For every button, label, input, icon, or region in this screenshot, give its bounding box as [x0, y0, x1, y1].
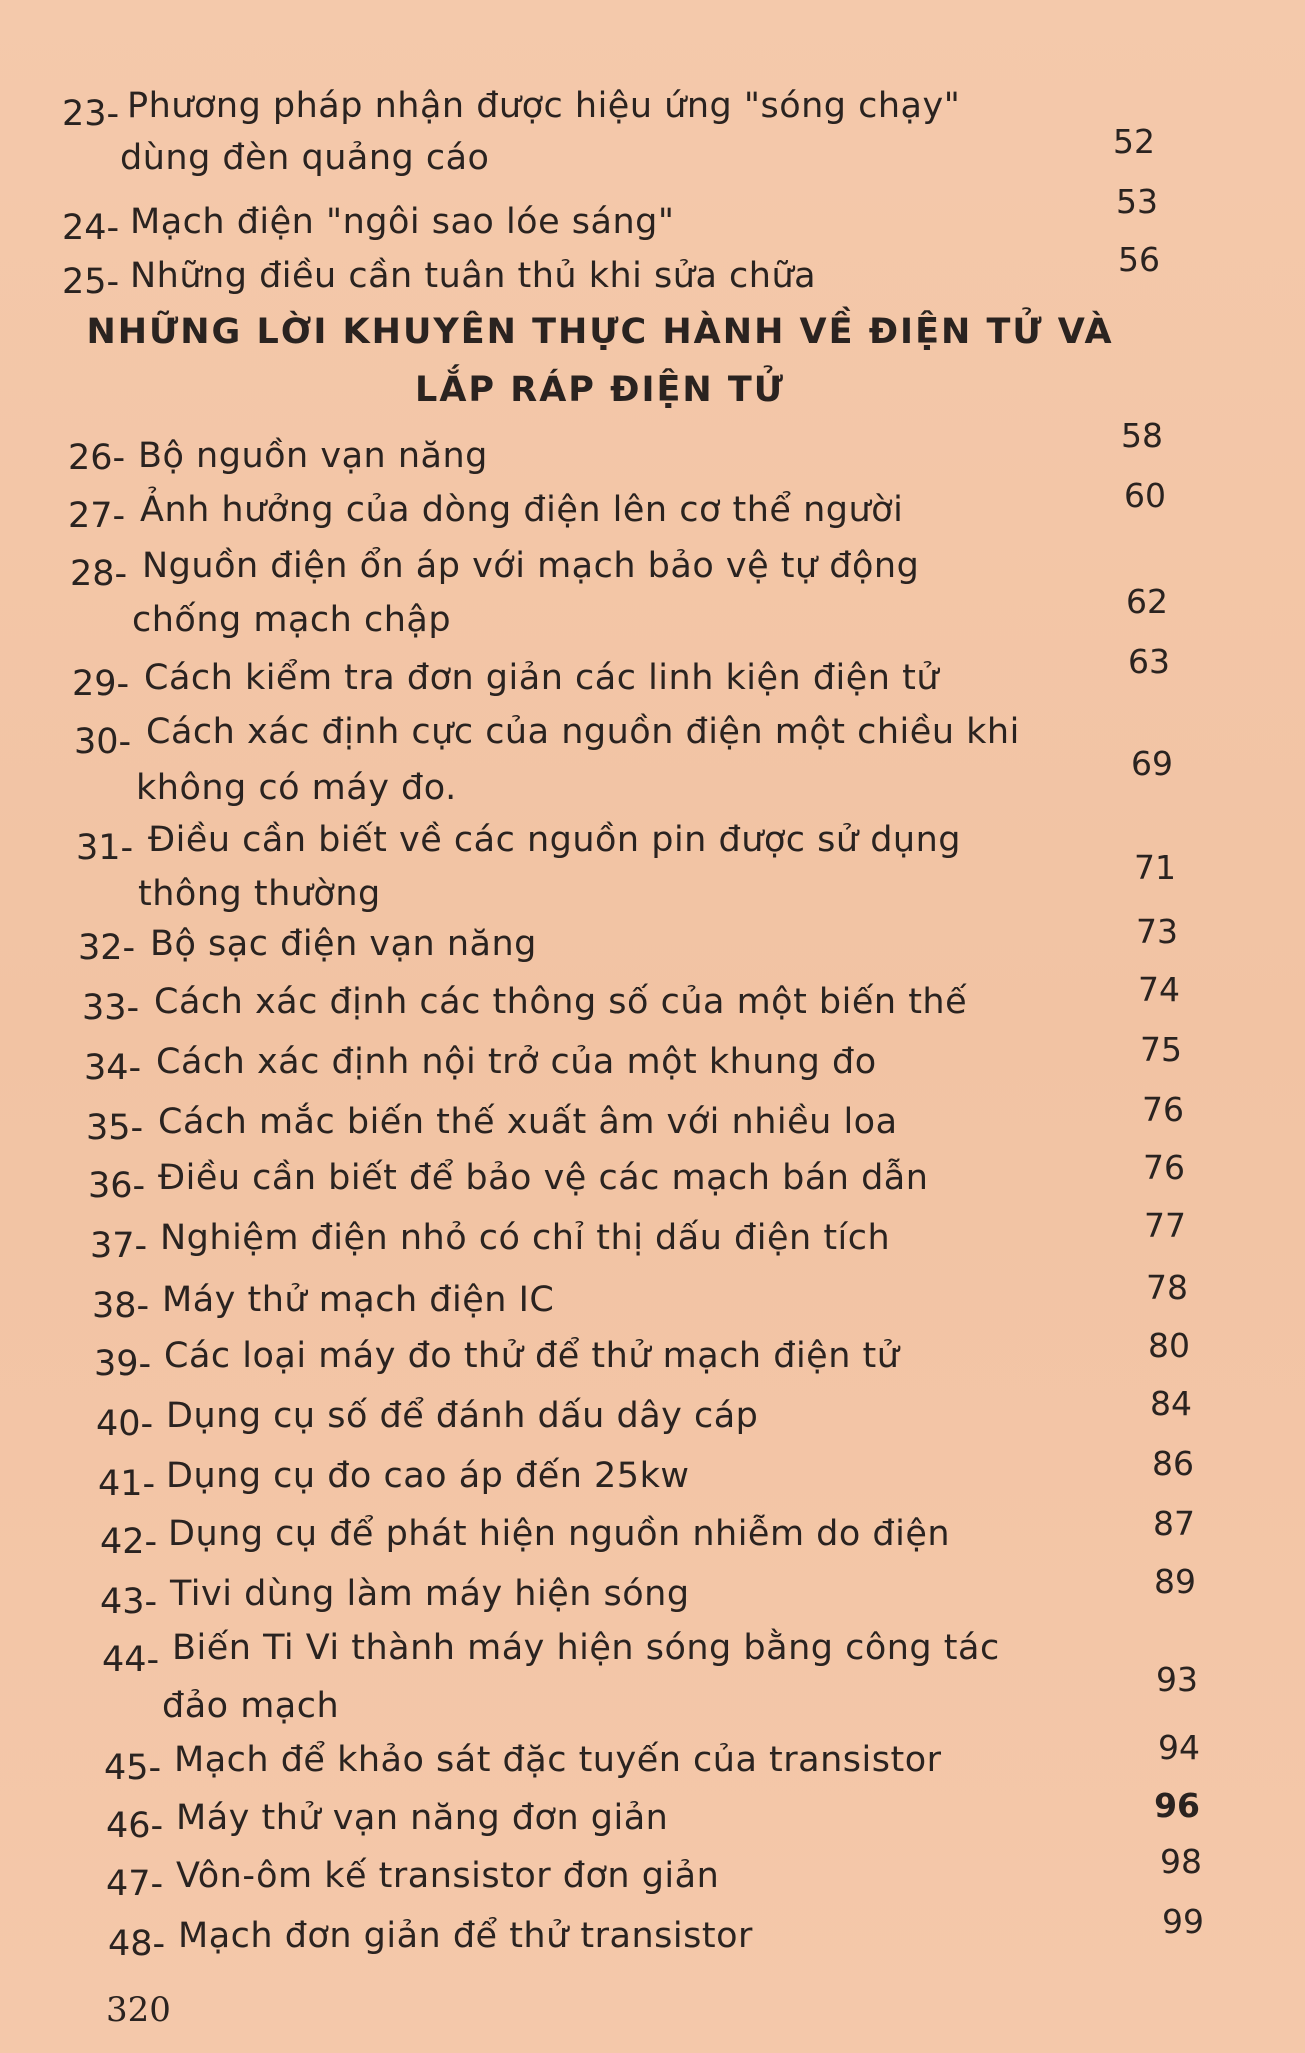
entry-number: 38- — [92, 1286, 150, 1326]
entry-page: 99 — [1162, 1902, 1204, 1941]
entry-number: 24- — [62, 208, 120, 248]
entry-title: Mạch điện "ngôi sao lóe sáng" — [130, 202, 675, 242]
entry-number: 36- — [88, 1166, 146, 1206]
entry-title: Mạch đơn giản để thử transistor — [178, 1916, 753, 1956]
entry-title: Ảnh hưởng của dòng điện lên cơ thể người — [140, 490, 904, 530]
entry-number: 25- — [62, 262, 120, 302]
entry-page: 77 — [1144, 1206, 1186, 1245]
entry-page: 69 — [1131, 744, 1173, 783]
entry-title: Cách xác định các thông số của một biến thế — [154, 982, 968, 1022]
entry-title: Bộ nguồn vạn năng — [138, 436, 488, 476]
entry-number: 29- — [72, 664, 130, 704]
entry-number: 34- — [84, 1048, 142, 1088]
entry-number: 41- — [98, 1464, 156, 1504]
entry-page: 94 — [1158, 1728, 1200, 1767]
entry-page: 76 — [1142, 1090, 1184, 1129]
entry-number: 33- — [82, 988, 140, 1028]
entry-title: Cách xác định cực của nguồn điện một chiều khi — [146, 712, 1020, 752]
entry-title-continued: thông thường — [138, 874, 381, 914]
entry-page: 80 — [1148, 1326, 1190, 1365]
entry-title: Điều cần biết về các nguồn pin được sử dụng — [148, 820, 962, 860]
entry-title: Điều cần biết để bảo vệ các mạch bán dẫn — [158, 1158, 929, 1198]
entry-number: 44- — [102, 1640, 160, 1680]
entry-page: 52 — [1113, 122, 1155, 161]
entry-page: 56 — [1118, 240, 1160, 279]
entry-page: 53 — [1116, 182, 1158, 221]
entry-page: 86 — [1152, 1444, 1194, 1483]
entry-page: 60 — [1124, 476, 1166, 515]
entry-page: 63 — [1128, 642, 1170, 681]
entry-page: 98 — [1160, 1842, 1202, 1881]
entry-title-continued: đảo mạch — [162, 1686, 340, 1726]
entry-number: 30- — [74, 722, 132, 762]
entry-title-continued: dùng đèn quảng cáo — [120, 138, 490, 178]
entry-title: Dụng cụ số để đánh dấu dây cáp — [166, 1396, 759, 1436]
entry-title: Cách kiểm tra đơn giản các linh kiện điện tử — [144, 658, 940, 698]
entry-title: Phương pháp nhận được hiệu ứng "sóng chạy" — [127, 86, 961, 126]
entry-title: Những điều cần tuân thủ khi sửa chữa — [130, 256, 817, 296]
entry-number: 47- — [106, 1864, 164, 1904]
entry-page: 89 — [1154, 1562, 1196, 1601]
entry-number: 46- — [106, 1806, 164, 1846]
entry-title: Dụng cụ đo cao áp đến 25kw — [166, 1456, 690, 1496]
entry-page: 71 — [1134, 848, 1176, 887]
entry-title: Tivi dùng làm máy hiện sóng — [170, 1574, 690, 1614]
entry-title: Các loại máy đo thử để thử mạch điện tử — [164, 1336, 900, 1376]
entry-title: Dụng cụ để phát hiện nguồn nhiễm do điện — [168, 1514, 951, 1554]
entry-number: 40- — [96, 1404, 154, 1444]
entry-title: Cách mắc biến thế xuất âm với nhiều loa — [158, 1102, 898, 1142]
entry-number: 39- — [94, 1344, 152, 1384]
entry-number: 37- — [90, 1226, 148, 1266]
entry-page: 78 — [1146, 1268, 1188, 1307]
entry-page: 73 — [1136, 912, 1178, 951]
entry-page: 75 — [1140, 1030, 1182, 1069]
entry-title: Bộ sạc điện vạn năng — [150, 924, 537, 964]
entry-number: 28- — [70, 554, 128, 594]
entry-number: 27- — [68, 496, 126, 536]
entry-title: Mạch để khảo sát đặc tuyến của transistor — [174, 1740, 942, 1780]
entry-page: 96 — [1154, 1786, 1200, 1825]
entry-title: Biến Ti Vi thành máy hiện sóng bằng công tác — [172, 1628, 1000, 1668]
entry-number: 35- — [86, 1108, 144, 1148]
section-heading-line2: LẮP RÁP ĐIỆN TỬ — [415, 370, 785, 410]
entry-page: 58 — [1121, 416, 1163, 455]
entry-number: 43- — [100, 1582, 158, 1622]
entry-title: Vôn-ôm kế transistor đơn giản — [176, 1856, 720, 1896]
entry-number: 45- — [104, 1748, 162, 1788]
entry-title: Máy thử mạch điện IC — [162, 1280, 555, 1320]
entry-page: 62 — [1126, 582, 1168, 621]
entry-title: Nghiệm điện nhỏ có chỉ thị dấu điện tích — [160, 1218, 891, 1258]
entry-page: 74 — [1138, 970, 1180, 1009]
entry-page: 87 — [1153, 1504, 1195, 1543]
entry-number: 26- — [68, 438, 126, 478]
entry-page: 93 — [1156, 1660, 1198, 1699]
entry-number: 23- — [62, 94, 120, 134]
entry-page: 76 — [1143, 1148, 1185, 1187]
entry-number: 42- — [100, 1522, 158, 1562]
section-heading-line1: NHỮNG LỜI KHUYÊN THỰC HÀNH VỀ ĐIỆN TỬ VÀ — [86, 312, 1114, 352]
entry-title-continued: chống mạch chập — [132, 600, 452, 640]
entry-number: 31- — [76, 828, 134, 868]
entry-number: 48- — [108, 1924, 166, 1964]
page-number: 320 — [106, 1990, 171, 2030]
entry-title: Nguồn điện ổn áp với mạch bảo vệ tự động — [142, 546, 920, 586]
entry-title: Cách xác định nội trở của một khung đo — [156, 1042, 877, 1082]
entry-title: Máy thử vạn năng đơn giản — [176, 1798, 669, 1838]
entry-title-continued: không có máy đo. — [136, 768, 457, 808]
entry-page: 84 — [1150, 1384, 1192, 1423]
entry-number: 32- — [78, 928, 136, 968]
